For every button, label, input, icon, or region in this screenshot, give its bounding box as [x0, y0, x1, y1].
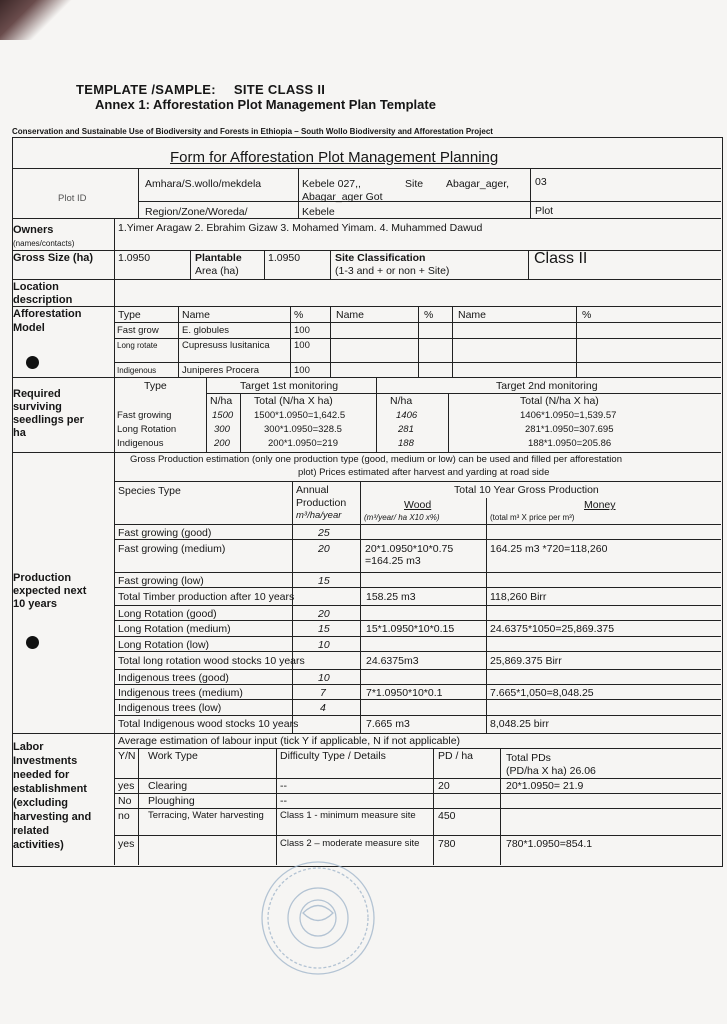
production-row-annual: 15	[318, 575, 330, 587]
afforestation-label-2: Model	[13, 322, 45, 334]
plot-number: 03	[535, 176, 547, 188]
labor-row-yn: No	[118, 795, 132, 807]
production-row-wood: 7.665 m3	[366, 718, 410, 730]
labor-row-difficulty: --	[280, 795, 287, 807]
model-header-pct: %	[294, 309, 304, 321]
labor-row-work: Ploughing	[148, 795, 195, 807]
labor-label: establishment	[13, 783, 87, 795]
labor-row-total: 20*1.0950= 21.9	[506, 780, 584, 792]
labor-label: (excluding	[13, 797, 69, 809]
production-row-species: Indigenous trees (medium)	[118, 687, 243, 699]
location-label-2: description	[13, 294, 73, 306]
annual-header: Annual	[296, 484, 329, 496]
template-label: TEMPLATE /SAMPLE:	[76, 82, 216, 97]
labor-row-pd: 780	[438, 838, 456, 850]
seedling-row-n2: 281	[398, 424, 414, 435]
model-header-type: Type	[118, 309, 141, 321]
total-header: Total (N/ha X ha)	[254, 395, 333, 407]
template-heading	[76, 82, 325, 97]
production-note-2: plot) Prices estimated after harvest and yarding at road side	[298, 467, 550, 478]
site-label: Site	[405, 178, 424, 190]
production-row-species: Long Rotation (low)	[118, 639, 210, 651]
money-header: Money	[584, 499, 616, 511]
plantable-label-1: Plantable	[195, 252, 242, 264]
model-row-type: Long rotate	[117, 341, 158, 350]
afforestation-label: Afforestation	[13, 308, 82, 320]
seedling-row-type: Fast growing	[117, 410, 172, 421]
labor-row-difficulty: --	[280, 780, 287, 792]
annual-header: Production	[296, 497, 347, 509]
model-row-name: Juniperes Procera	[182, 365, 260, 376]
seedling-row-type: Indigenous	[117, 438, 164, 449]
labor-row-difficulty: Class 2 – moderate measure site	[280, 838, 420, 849]
production-row-money: 24.6375*1050=25,869.375	[490, 623, 615, 635]
labor-label: Labor	[13, 741, 44, 753]
n-ha-header-2: N/ha	[390, 395, 413, 407]
model-header-pct-2: %	[424, 309, 434, 321]
annual-header: m³/ha/year	[296, 510, 342, 521]
model-row-pct: 100	[294, 365, 310, 376]
target-1-header: Target 1st monitoring	[240, 380, 339, 392]
labor-row-total: 780*1.0950=854.1	[506, 838, 593, 850]
plantable-value: 1.0950	[268, 252, 301, 264]
production-row-annual: 15	[318, 623, 330, 635]
production-row-wood: 15*1.0950*10*0.15	[366, 623, 455, 635]
seedling-row-n2: 188	[398, 438, 414, 449]
seedlings-label: seedlings per	[13, 414, 84, 426]
owners-sublabel: (names/contacts)	[13, 239, 75, 248]
money-sub: (total m³ X price per m³)	[490, 513, 575, 522]
punch-hole	[26, 356, 39, 369]
labor-note: Average estimation of labour input (tick Y if applicable, N if not applicable)	[118, 735, 461, 747]
model-row-type: Fast grow	[117, 325, 159, 336]
labor-header-total-sub: (PD/ha X ha) 26.06	[506, 765, 596, 777]
labor-row-work: Clearing	[148, 780, 188, 792]
production-row-annual: 10	[318, 639, 330, 651]
annex-title: Annex 1: Afforestation Plot Management Plan Template	[95, 97, 436, 112]
labor-label: related	[13, 825, 50, 837]
seedlings-label: surviving	[13, 401, 62, 413]
labor-row-difficulty: Class 1 - minimum measure site	[280, 810, 416, 821]
plot-label: Plot	[535, 205, 554, 217]
seedlings-label: ha	[13, 427, 26, 439]
plantable-label-2: Area (ha)	[195, 265, 239, 277]
labor-row-yn: yes	[118, 838, 135, 850]
production-row-wood: 24.6375m3	[366, 655, 419, 667]
owners-value: 1.Yimer Aragaw 2. Ebrahim Gizaw 3. Mohamed Yimam. 4. Muhammed Dawud	[118, 222, 483, 234]
region-value: Amhara/S.wollo/mekdela	[145, 178, 262, 190]
seedling-row-t2: 188*1.0950=205.86	[528, 438, 612, 449]
production-row-money: 164.25 m3 *720=118,260	[490, 543, 608, 555]
production-note-1: Gross Production estimation (only one production type (good, medium or low) can be used and filled per afforestation	[130, 454, 622, 465]
production-row-species: Total long rotation wood stocks 10 years	[118, 655, 305, 667]
location-label: Location	[13, 281, 59, 293]
production-row-annual: 25	[318, 527, 330, 539]
seedling-row-t1: 1500*1.0950=1,642.5	[254, 410, 346, 421]
labor-label: harvesting and	[13, 811, 92, 823]
production-row-annual: 10	[318, 672, 330, 684]
kebele-label: Kebele	[302, 206, 335, 218]
labor-header-work: Work Type	[148, 750, 198, 762]
official-stamp	[258, 858, 378, 978]
model-row-name: Cupresuss lusitanica	[182, 340, 270, 351]
labor-row-pd: 450	[438, 810, 456, 822]
site-value: Abagar_ager,	[446, 178, 510, 190]
production-row-species: Long Rotation (good)	[118, 608, 217, 620]
production-row-wood: 20*1.0950*10*0.75 =164.25 m3	[365, 543, 454, 567]
labor-label: activities)	[13, 839, 64, 851]
production-row-money: 118,260 Birr	[490, 591, 547, 603]
labor-label: needed for	[13, 769, 70, 781]
punch-hole	[26, 636, 39, 649]
seedling-row-n2: 1406	[396, 410, 418, 421]
production-row-money: 7.665*1,050=8,048.25	[490, 687, 594, 699]
seedling-row-t2: 281*1.0950=307.695	[525, 424, 614, 435]
labor-row-yn: no	[118, 810, 130, 822]
production-row-species: Fast growing (low)	[118, 575, 204, 587]
labor-label: Investments	[13, 755, 78, 767]
production-label: expected next	[13, 585, 87, 597]
labor-row-yn: yes	[118, 780, 135, 792]
labor-header-total: Total PDs	[506, 752, 551, 764]
classification-label: Site Classification	[335, 252, 426, 264]
gross-size-label: Gross Size (ha)	[13, 252, 94, 264]
production-row-annual: 20	[318, 608, 330, 620]
classification-sub: (1-3 and + or non + Site)	[335, 265, 450, 277]
labor-row-pd: 20	[438, 780, 450, 792]
labor-header-pd: PD / ha	[438, 750, 474, 762]
model-header-name: Name	[182, 309, 211, 321]
production-row-species: Total Indigenous wood stocks 10 years	[118, 718, 299, 730]
seedling-row-type: Long Rotation	[117, 424, 177, 435]
production-row-annual: 4	[320, 702, 326, 714]
plot-id-label: Plot ID	[58, 193, 87, 204]
species-header: Species Type	[118, 485, 181, 497]
target-2-header: Target 2nd monitoring	[496, 380, 598, 392]
kebele-value: Kebele 027,,	[302, 178, 361, 190]
production-row-species: Fast growing (medium)	[118, 543, 226, 555]
production-label: Production	[13, 572, 72, 584]
total-gross-header: Total 10 Year Gross Production	[454, 484, 599, 496]
seedling-row-t1: 300*1.0950=328.5	[264, 424, 342, 435]
production-row-wood: 7*1.0950*10*0.1	[366, 687, 443, 699]
gross-size-value: 1.0950	[118, 252, 151, 264]
wood-sub: (m³/year/ ha X10 x%)	[364, 513, 440, 522]
n-ha-header: N/ha	[210, 395, 233, 407]
corner-shadow	[0, 0, 80, 40]
form-title: Form for Afforestation Plot Management Planning	[170, 149, 499, 166]
production-row-money: 25,869.375 Birr	[490, 655, 562, 667]
model-header-name-2: Name	[336, 309, 365, 321]
production-row-annual: 7	[320, 687, 326, 699]
production-row-species: Indigenous trees (low)	[118, 702, 222, 714]
production-label: 10 years	[13, 598, 58, 610]
kebele-name: Abagar_ager Got	[302, 191, 383, 203]
seedling-row-t1: 200*1.0950=219	[268, 438, 339, 449]
wood-header: Wood	[404, 499, 432, 511]
site-class-heading: SITE CLASS II	[233, 82, 326, 97]
total-header-2: Total (N/ha X ha)	[520, 395, 599, 407]
production-row-species: Long Rotation (medium)	[118, 623, 231, 635]
model-header-name-3: Name	[458, 309, 487, 321]
production-row-species: Indigenous trees (good)	[118, 672, 229, 684]
production-row-species: Total Timber production after 10 years	[118, 591, 295, 603]
model-row-name: E. globules	[182, 325, 230, 336]
seedling-row-n1: 1500	[212, 410, 234, 421]
labor-header-yn: Y/N	[118, 750, 136, 762]
seedling-type-header: Type	[144, 380, 167, 392]
class-value: Class II	[534, 250, 588, 267]
model-row-type: Indigenous	[117, 366, 157, 375]
seedling-row-n1: 300	[214, 424, 230, 435]
production-row-money: 8,048.25 birr	[490, 718, 549, 730]
owners-label: Owners	[13, 224, 54, 236]
model-header-pct-3: %	[582, 309, 592, 321]
seedling-row-n1: 200	[214, 438, 230, 449]
model-row-pct: 100	[294, 325, 310, 336]
production-row-wood: 158.25 m3	[366, 591, 416, 603]
seedling-row-t2: 1406*1.0950=1,539.57	[520, 410, 617, 421]
production-row-annual: 20	[318, 543, 330, 555]
seedlings-label: Required	[13, 388, 61, 400]
labor-header-difficulty: Difficulty Type / Details	[280, 750, 386, 762]
production-row-species: Fast growing (good)	[118, 527, 212, 539]
region-label: Region/Zone/Woreda/	[145, 206, 248, 218]
project-title: Conservation and Sustainable Use of Biodiversity and Forests in Ethiopia – South Wollo Biodiversity and Afforestation Project	[12, 127, 493, 136]
labor-row-work: Terracing, Water harvesting	[148, 810, 264, 821]
model-row-pct: 100	[294, 340, 310, 351]
